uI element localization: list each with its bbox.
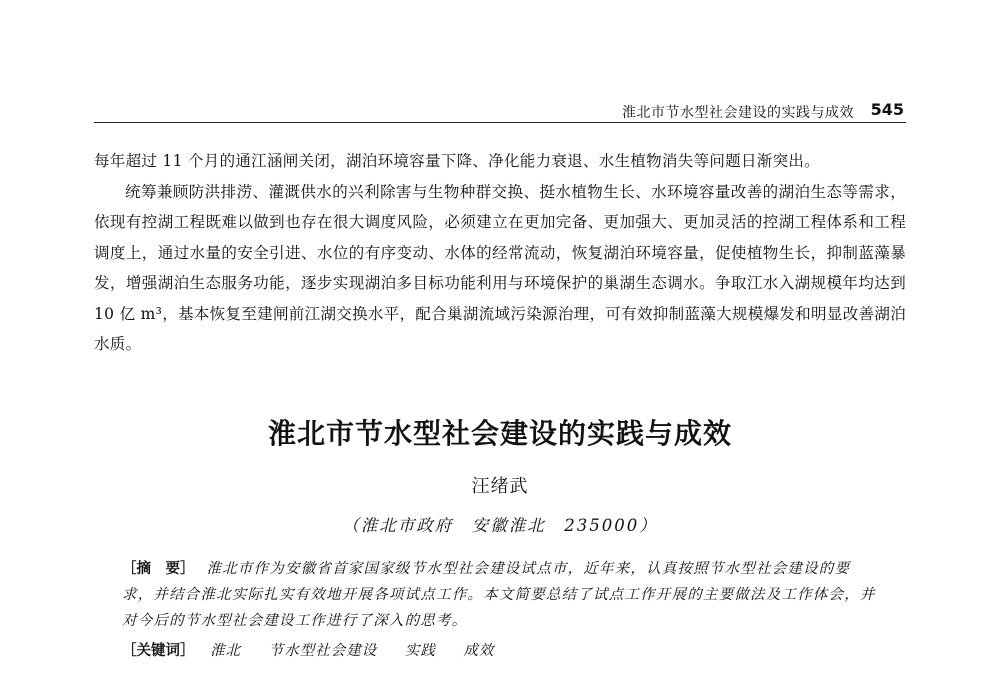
running-title: 淮北市节水型社会建设的实践与成效 (622, 105, 854, 121)
keyword: 节水型社会建设 (268, 643, 378, 659)
keyword: 成效 (463, 643, 495, 659)
keyword: 淮北 (210, 643, 242, 659)
abstract-text: 淮北市作为安徽省首家国家级节水型社会建设试点市，近年来，认真按照节水型社会建设的要求，并结合淮北实际扎实有效地开展各项试点工作。本文简要总结了试点工作开展的主要做法及工作体会，并对今后的节水型社会建设工作进行了深入的思考。 (122, 561, 876, 629)
keywords-label: ［关键词］ (122, 643, 195, 659)
page-number: 545 (870, 100, 904, 119)
running-header (94, 92, 906, 123)
article-title: 淮北市节水型社会建设的实践与成效 (267, 417, 732, 450)
author-affiliation: （淮北市政府 安徽淮北 235000） (342, 516, 658, 535)
abstract (122, 556, 878, 634)
author-name: 汪绪武 (471, 476, 529, 497)
body-text (94, 146, 906, 360)
paragraph-continued: 每年超过 11 个月的通江涵闸关闭，湖泊环境容量下降、净化能力衰退、水生植物消失等问题日渐突出。 (94, 152, 820, 170)
keyword: 实践 (404, 643, 436, 659)
paragraph-ecological-water: 统筹兼顾防洪排涝、灌溉供水的兴利除害与生物种群交换、挺水植物生长、水环境容量改善的湖泊生态等需求，依现有控湖工程既难以做到也存在很大调度风险，必须建立在更加完备、更加强大、更加灵活的控湖工程体系和工程调度上，通过水量的安全引进、水位的有序变动、水体的经常流动，恢复湖泊环境容量，促使植物生长，抑制蓝藻暴发，增强湖泊生态服务功能，逐步实现湖泊多目标功能利用与环境保护的巢湖生态调水。争取江水入湖规模年均达到 10 亿 m³，基本恢复至建闸前江湖交换水平，配合巢湖流域污染源治理，可有效抑制蓝藻大规模爆发和明显改善湖泊水质。 (94, 182, 906, 353)
keywords (122, 638, 878, 664)
abstract-label: ［摘 要］ (122, 561, 195, 577)
